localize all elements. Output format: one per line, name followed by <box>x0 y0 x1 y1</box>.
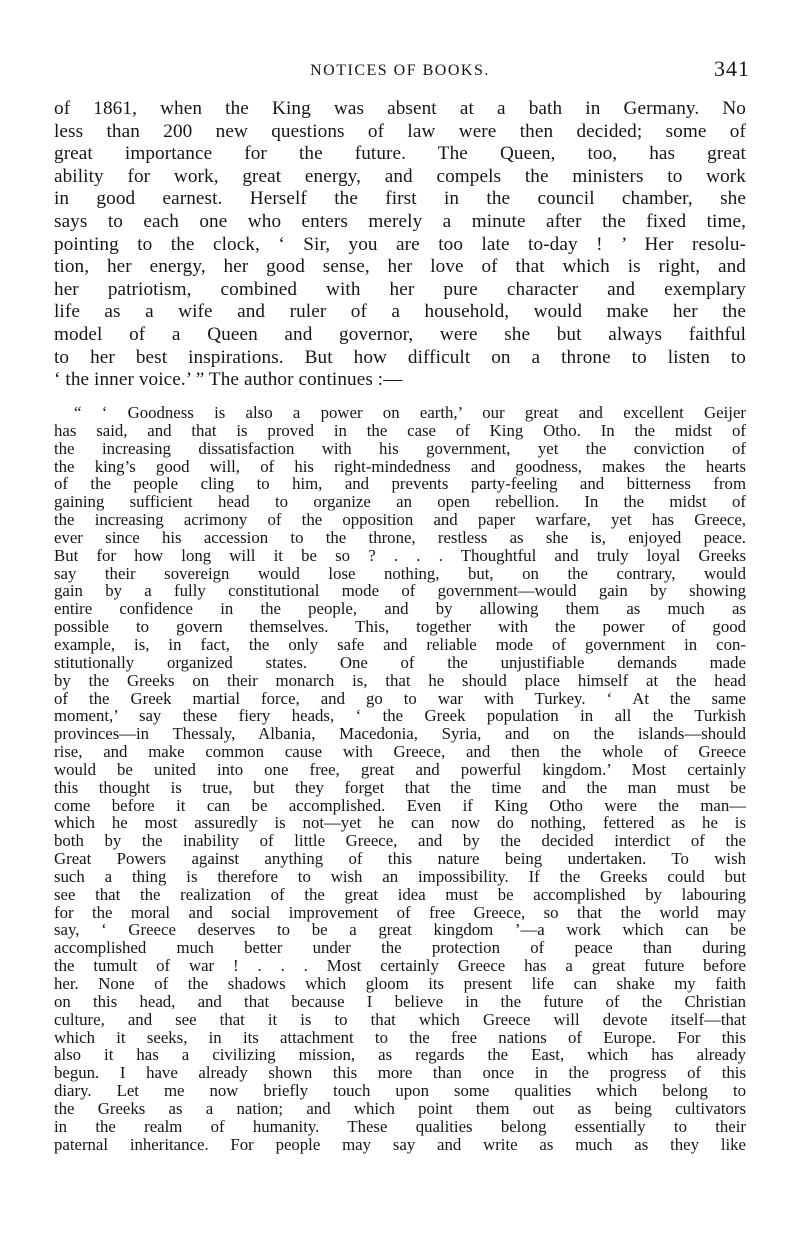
text-line: model of a Queen and governor, were she but always faithful <box>54 323 746 345</box>
text-line: life as a wife and ruler of a household, would make her the <box>54 301 746 323</box>
block-quote <box>54 404 746 1153</box>
quote-line: Great Powers against anything of this nature being undertaken. To wish <box>54 849 746 869</box>
quote-line: provinces—in Thessaly, Albania, Macedonia, Syria, and on the islands—should <box>54 724 746 744</box>
quote-line: gain by a fully constitutional mode of government—would gain by showing <box>54 581 746 601</box>
quote-line: both by the inability of little Greece, and by the decided interdict of the <box>54 831 746 851</box>
text-line: less than 200 new questions of law were then decided; some of <box>54 120 746 142</box>
quote-line: the king’s good will, of his right-mindedness and goodness, makes the hearts <box>54 456 746 476</box>
quote-line: paternal inheritance. For people may say and write as much as they like <box>54 1134 746 1154</box>
quote-line: her. None of the shadows which gloom its present life can shake my faith <box>54 974 746 993</box>
quote-line: “ ‘ Goodness is also a power on earth,’ our great and excellent Geijer <box>74 403 746 422</box>
quote-line: such a thing is therefore to wish an impossibility. If the Greeks could but <box>54 866 746 886</box>
quote-line: possible to govern themselves. This, together with the power of good <box>54 617 746 637</box>
quote-line: also it has a civilizing mission, as regards the East, which has already <box>54 1045 746 1065</box>
quote-line: would be united into one free, great and powerful kingdom.’ Most certainly <box>54 759 746 779</box>
quote-line: gaining sufficient head to organize an open rebellion. In the midst of <box>54 492 746 512</box>
quote-line: which it seeks, in its attachment to the free nations of Europe. For this <box>54 1027 746 1047</box>
running-title: NOTICES OF BOOKS. <box>310 62 490 79</box>
quote-line: the increasing acrimony of the opposition and paper warfare, yet has Greece, <box>54 510 746 530</box>
text-line: pointing to the clock, ‘ Sir, you are too late to-day ! ’ Her resolu- <box>54 233 746 255</box>
running-head <box>50 56 750 86</box>
quote-line: example, is, in fact, the only safe and reliable mode of government in con- <box>54 634 746 654</box>
quote-line: culture, and see that it is to that which Greece will devote itself—that <box>54 1009 746 1029</box>
quote-line: by the Greeks on their monarch is, that he should place himself at the head <box>54 670 746 690</box>
quote-line: for the moral and social improvement of free Greece, so that the world may <box>54 902 746 922</box>
text-line: to her best inspirations. But how difficult on a throne to listen to <box>54 346 746 368</box>
quote-line: rise, and make common cause with Greece, and then the whole of Greece <box>54 742 746 762</box>
quote-line: this thought is true, but they forget that the time and the man must be <box>54 777 746 797</box>
text-line: her patriotism, combined with her pure character and exemplary <box>54 278 746 300</box>
quote-line: on this head, and that because I believe in the future of the Christian <box>54 991 746 1011</box>
quote-line: say, ‘ Greece deserves to be a great kingdom ’—a work which can be <box>54 920 746 940</box>
text-line: tion, her energy, her good sense, her love of that which is right, and <box>54 256 746 278</box>
quote-line: see that the realization of the great idea must be accomplished by labouring <box>54 884 746 904</box>
quote-line: entire confidence in the people, and by allowing them as much as <box>54 599 746 619</box>
body-paragraph <box>54 98 746 392</box>
quote-line: say their sovereign would lose nothing, but, on the contrary, would <box>54 563 746 583</box>
text-line: in good earnest. Herself the first in the council chamber, she <box>54 188 746 210</box>
quote-line: stitutionally organized states. One of the unjustifiable demands made <box>54 652 746 672</box>
text-line: of 1861, when the King was absent at a bath in Germany. No <box>54 98 746 119</box>
quote-line: begun. I have already shown this more than once in the progress of this <box>54 1063 746 1083</box>
quote-line: has said, and that is proved in the case of King Otho. In the midst of <box>54 420 746 440</box>
quote-line: the Greeks as a nation; and which point them out as being cultivators <box>54 1098 746 1118</box>
quote-line: which he most assuredly is not—yet he can now do nothing, fettered as he is <box>54 813 746 833</box>
quote-line: come before it can be accomplished. Even if King Otho were the man— <box>54 795 746 815</box>
quote-line: ever since his accession to the throne, restless as she is, enjoyed peace. <box>54 527 746 547</box>
quote-line: accomplished much better under the protection of peace than during <box>54 938 746 958</box>
quote-line: the tumult of war ! . . . Most certainly Greece has a great future before <box>54 956 746 976</box>
quote-line: But for how long will it be so ? . . . Thoughtful and truly loyal Greeks <box>54 545 746 565</box>
quote-line: in the realm of humanity. These qualities belong essentially to their <box>54 1116 746 1136</box>
page-number: 341 <box>714 56 750 81</box>
text-line: ‘ the inner voice.’ ” The author continues :— <box>54 369 403 391</box>
quote-line: of the people cling to him, and prevents party-feeling and bitterness from <box>54 474 746 494</box>
text-line: ability for work, great energy, and compels the ministers to work <box>54 165 746 187</box>
text-line: says to each one who enters merely a minute after the fixed time, <box>54 210 746 232</box>
text-line: great importance for the future. The Queen, too, has great <box>54 143 746 165</box>
quote-line: the increasing dissatisfaction with his government, yet the conviction of <box>54 438 746 458</box>
quote-line: moment,’ say these fiery heads, ‘ the Greek population in all the Turkish <box>54 706 746 726</box>
quote-line: diary. Let me now briefly touch upon some qualities which belong to <box>54 1081 746 1101</box>
quote-line: of the Greek martial force, and go to war with Turkey. ‘ At the same <box>54 688 746 708</box>
